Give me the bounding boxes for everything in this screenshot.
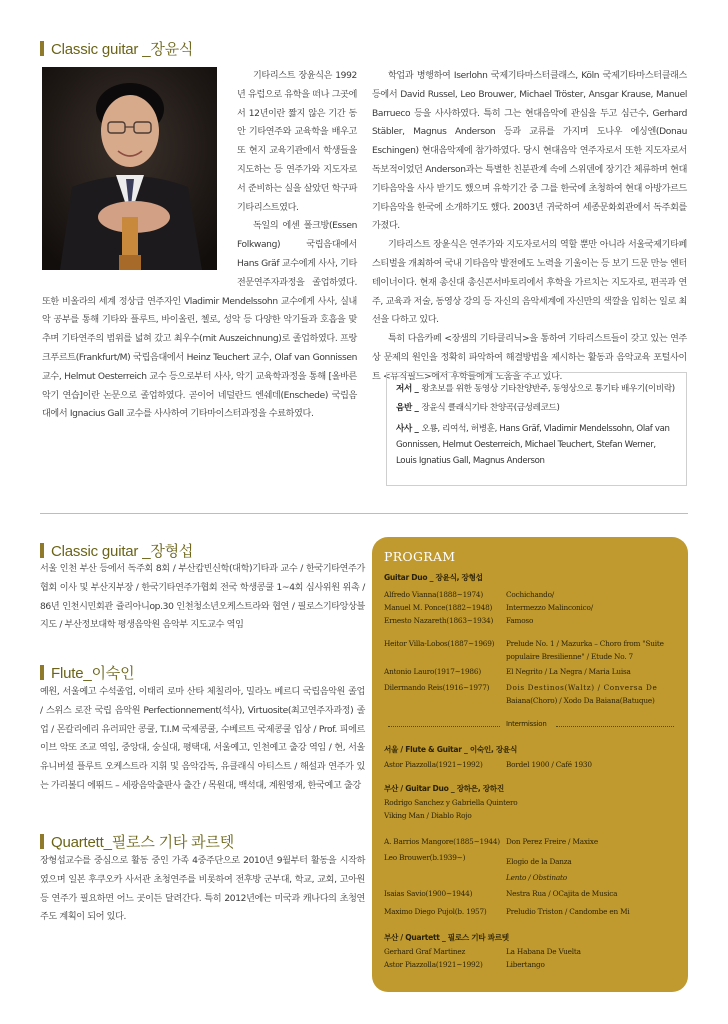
program-composer: Dilermando Reis(1916~1977)	[384, 683, 490, 692]
program-composer: Astor Piazzolla(1921~1992)	[384, 760, 483, 769]
quartett-bio	[40, 852, 365, 927]
intermission-divider	[388, 720, 674, 732]
ref-text: 장윤식 클래식기타 찬양곡(금성레코드)	[421, 403, 560, 413]
section-title: Classic guitar _장윤식	[51, 40, 194, 58]
jang-hyungsup-bio	[40, 560, 365, 635]
program-piece: Dois Destinos(Waltz) / Conversa De	[506, 683, 658, 692]
program-group-heading: 부산 / Guitar Duo _ 장하은, 장하진	[384, 784, 504, 793]
program-piece: Bordel 1900 / Café 1930	[506, 760, 592, 769]
section-heading-jang-yoonsik	[40, 38, 193, 58]
program-piece: Elogio de la Danza	[506, 857, 572, 866]
bio-column-left	[42, 67, 357, 424]
section-title: Quartett_필로스 기타 콰르텟	[51, 833, 234, 851]
program-group-heading: 부산 / Quartett _ 필로스 기타 콰르텟	[384, 933, 509, 942]
program-piece: Lento / Obstinato	[506, 873, 567, 882]
program-box	[372, 537, 688, 992]
program-composer: Astor Piazzolla(1921~1992)	[384, 960, 483, 969]
dotted-line	[388, 726, 500, 727]
intermission-label: Intermission	[506, 720, 547, 728]
program-piece: Preludio Triston / Candombe en Mi	[506, 907, 630, 916]
program-composer: A. Barrios Mangore(1885~1944)	[384, 837, 500, 846]
section-marker-icon	[40, 41, 44, 56]
bio-text: 서울 인천 부산 등에서 독주회 8회 / 부산캅빈신학(대학)기타과 교수 / 한국기타연주가협회 이사 및 부산지부장 / 한국기타연주가협회 전국 학생콩쿨 1~4회 심사위원 위촉 / 86년 인천시민회관 쥴리아니op.30 인천청소년오케스트라와 협연 / 필로스기타앙상블 지도 / 부산정보대학 평생음악원 음악부 지도교수 역임	[40, 564, 365, 631]
ref-albums	[396, 400, 677, 416]
program-composer: Gerhard Graf Martinez	[384, 947, 466, 956]
program-composer: Ernesto Nazareth(1863~1934)	[384, 616, 494, 625]
bio-column-right	[372, 67, 687, 387]
program-composer: Alfredo Vianna(1888~1974)	[384, 590, 484, 599]
bio-paragraph-3: 학업과 병행하여 Iserlohn 국제기타마스터클래스, Köln 국제기타마스터클래스 등에서 David Russel, Leo Brouwer, Michael Tröster, Ansgar Krause, Manuel Barrueco 등을 사사하였다. 특히 그는 현대음악에 관심을 두고 심근수, Gerhard Stäbler, Magnus Anderson 등과 교류를 가지며 도나우 에싱엔(Donau Eschingen) 현대음악제에 참가하였다. 당시 현대음악 연주자로서 또한 지도자로서 독보적이었던 Anderson과는 특별한 친분관계 속에 스위덴에 장기간 체류하며 현대기타음악을 사사 받기도 했으며 유학기간 중 그를 한국에 초청하여 현대 아방가르드 기타음악을 한국에 소개하기도 했다. 2003년 귀국하여 세종문화회관에서 독주회를 가졌다.	[372, 71, 687, 232]
section-heading-quartett	[40, 831, 234, 851]
program-piece: Famoso	[506, 616, 534, 625]
program-piece: Nestra Rua / OCajita de Musica	[506, 889, 618, 898]
section-heading-flute	[40, 662, 134, 682]
bio-text: 장형섭교수를 중심으로 활동 중인 가족 4중주단으로 2010년 9월부터 활동을 시작하였으며 일본 후쿠오카 사서관 초청연주를 비롯하여 전후방 군부대, 학교, 교회, 고아원 등 연주가 필요하면 어느 곳이든 달려간다. 특히 2012년에는 미국과 캐나다의 초청연주도 계획이 되어 있다.	[40, 856, 365, 923]
program-composer: Isaias Savio(1900~1944)	[384, 889, 473, 898]
section-title: Classic guitar _장형섭	[51, 542, 194, 560]
program-piece: La Habana De Vuelta	[506, 947, 581, 956]
ref-label: 사사 _	[396, 424, 419, 434]
program-piece: Don Perez Freire / Maxixe	[506, 837, 598, 846]
section-heading-jang-hyungsup	[40, 540, 193, 560]
program-composer: Leo Brouwer(b.1939~)	[384, 853, 466, 862]
program-composer: Maximo Diego Pujol(b. 1957)	[384, 907, 487, 916]
program-piece: Libertango	[506, 960, 545, 969]
ref-text: 오룡, 리여석, 허병훈, Hans Gräf, Vladimir Mendelssohn, Olaf van Gonnissen, Helmut Oesterreich, Michael Teuchert, Stefan Werner, Louis Ignatius Gall, Magnus Anderson	[396, 424, 670, 466]
program-piece: Intermezzo Malinconico/	[506, 603, 593, 612]
bio-paragraph-4: 기타리스트 장윤식은 연주가와 지도자로서의 역할 뿐만 아니라 서울국제기타페스티벌을 개최하여 국내 기타음악 발전에도 노력을 기울이는 등 보기 드문 만능 엔터테이너이다. 현재 총신대 총신콘서바토리에서 후학을 가르치는 지도자로, 편곡과 연주, 교육과 저술, 동영상 강의 등 자신의 음악세계에 자신만의 색깔을 입히는 일로 최선을 다하고 있다.	[372, 240, 687, 326]
photo-wrap-spacer	[42, 67, 223, 275]
ref-text: 왕초보를 위한 동영상 기타찬양반주, 동영상으로 통기타 배우기(이비락)	[421, 384, 675, 394]
program-composer: Antonio Lauro(1917~1986)	[384, 667, 481, 676]
ref-books	[396, 381, 677, 397]
program-composer: Heitor Villa-Lobos(1887~1969)	[384, 639, 495, 648]
program-group-heading: Guitar Duo _ 장윤식, 장형섭	[384, 573, 483, 582]
bio-paragraph-2: 독일의 에센 폴크방(Essen Folkwang) 국립음대에서 Hans Gräf 교수에게 사사, 기타전문연주자과정을 졸업하였다. 또한 비올라의 세계 정상급 연주자인 Vladimir Mendelssohn 교수에게 사사, 실내악 공부를 통해 기타와 플루트, 바이올린, 첼로, 성악 등 다양한 악기들과 호흡을 맞추며 기타연주의 범위를 넓혀 갔고 최우수(mit Auszeichnung)로 졸업하였다. 프랑크푸르트(Frankfurt/M) 국립음대에서 Heinz Teuchert 교수, Olaf van Gonnissen 교수, Helmut Oesterreich 교수 등으로부터 사사, 악기 교육학과정을 통해 [올바른 악기 연습]이란 논문으로 졸업하였다. 곧이어 네덜란드 엔쉐데(Enschede) 국립음대에서 Ignacius Gall 교수를 사사하여 기타마이스터과정을 수료하였다.	[42, 221, 357, 420]
program-composer: Viking Man / Diablo Rojo	[384, 811, 472, 820]
bio-text: 예원, 서울예고 수석졸업, 이태리 로마 산타 체칠리아, 밀라노 베르디 국립음악원 졸업 / 스위스 로잔 국립 음악원 Perfectionnement(석사), Virtuosite(최고연주자과정) 졸업 / 몬칼리에리 유러피안 콩쿨, T.I.M 국제콩쿨, 수베르트 국제콩쿨 입상 / Prof. 피에르 이브 악또 조교 역임, 중앙대, 숭실대, 평택대, 서울예고, 인천예고 출강 역임 / 현, 서울 유니버셜 플루트 오케스트라 지휘 및 음악감독, 유클래식 아티스트 / 해설과 연주가 있는 가리볼디 에뛰드 – 세광음악출판사 출간 / 목원대, 백석대, 계원영재, 한국예고 출강	[40, 687, 365, 791]
program-piece: El Negrito / La Negra / Maria Luisa	[506, 667, 631, 676]
bio-paragraph-5: 특히 다음카페 <장샘의 기타클리닉>을 통하여 기타리스트들이 갖고 있는 연주상 문제의 원인을 정확히 파악하여 해결방법을 제시하는 활동과 음악교육 포털사이트 <뮤직필드>에서 후학들에게 도움을 주고 있다.	[372, 334, 687, 382]
bio-paragraph-1: 기타리스트 장윤식은 1992년 유럽으로 유학을 떠나 그곳에서 12년이란 짧지 않은 기간 동안 기타연주와 교육학을 배우고 또 현지 교육기관에서 학생들을 지도하는 등 연주가와 지도자로서 준비하는 실을 살았던 학구파 기타리스트였다.	[237, 71, 357, 213]
program-composer: Rodrigo Sanchez y Gabriella Quintero	[384, 798, 518, 807]
program-piece: Prelude No. 1 / Mazurka – Choro from "Suite	[506, 639, 664, 648]
references-box	[386, 372, 687, 486]
section-divider	[40, 513, 688, 514]
dotted-line	[556, 726, 674, 727]
program-piece: Cochichando/	[506, 590, 555, 599]
program-group-heading: 서울 / Flute & Guitar _ 이숙인, 장윤식	[384, 745, 517, 754]
section-marker-icon	[40, 543, 44, 558]
ref-teachers	[396, 421, 677, 469]
ref-label: 음반 _	[396, 403, 419, 413]
ref-label: 저서 _	[396, 384, 419, 394]
flute-bio	[40, 683, 365, 796]
program-composer: Manuel M. Ponce(1882~1948)	[384, 603, 493, 612]
program-piece: Baiana(Choro) / Xodo Da Baiana(Batuque)	[506, 696, 655, 705]
section-marker-icon	[40, 834, 44, 849]
program-title: PROGRAM	[384, 549, 456, 564]
section-marker-icon	[40, 665, 44, 680]
program-piece: populaire Bresilienne" / Etude No. 7	[506, 652, 633, 661]
section-title: Flute_이숙인	[51, 664, 135, 682]
